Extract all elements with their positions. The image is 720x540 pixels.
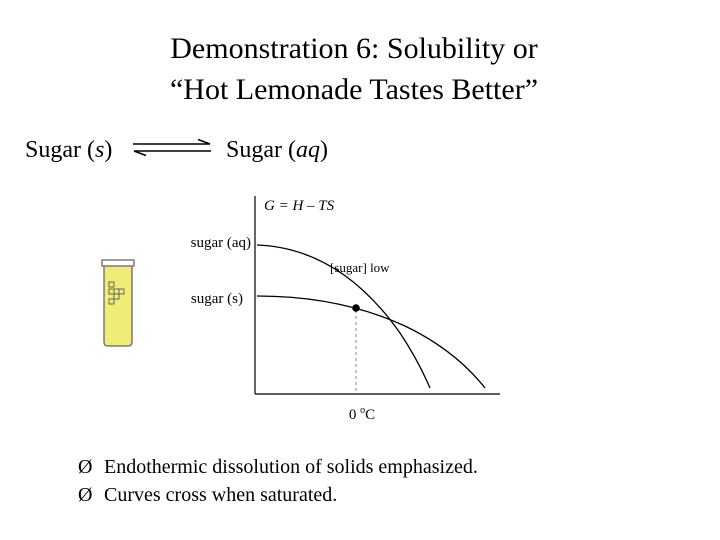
equation-left-species [25, 136, 112, 164]
concentration-label: [sugar] low [330, 260, 390, 275]
equation-right-word: Sugar ( [226, 137, 296, 163]
equation-left-word: Sugar ( [25, 137, 95, 163]
free-energy-graph [160, 188, 510, 428]
equation-left-close: ) [104, 137, 113, 163]
equation-right-species [226, 136, 328, 164]
equilibrium-arrows-icon [130, 138, 214, 158]
curve-sugar-s [257, 296, 485, 388]
curve-s-label: sugar (s) [190, 291, 243, 307]
bullet-arrow-icon: Ø [78, 484, 93, 506]
curve-aq-label: sugar (aq) [190, 235, 251, 251]
bullet-item-2 [78, 483, 337, 507]
bullet-text-2: Curves cross when saturated. [104, 484, 338, 506]
title-line-2: “Hot Lemonade Tastes Better” [169, 73, 539, 106]
bullet-text-1: Endothermic dissolution of solids emphasized. [104, 456, 478, 478]
gibbs-equation-label: G = H – TS [264, 198, 335, 214]
bullet-arrow-icon: Ø [78, 456, 93, 478]
equation-left-state: s [94, 137, 105, 163]
test-tube-icon [98, 258, 138, 350]
equation-right-state: aq [295, 137, 320, 163]
equation-right-close: ) [319, 137, 328, 163]
crossing-point [352, 304, 360, 312]
bullet-item-1 [78, 455, 478, 479]
title-line-1: Demonstration 6: Solubility or [170, 32, 538, 65]
x-axis-label: 0 $^o$C [348, 405, 376, 423]
